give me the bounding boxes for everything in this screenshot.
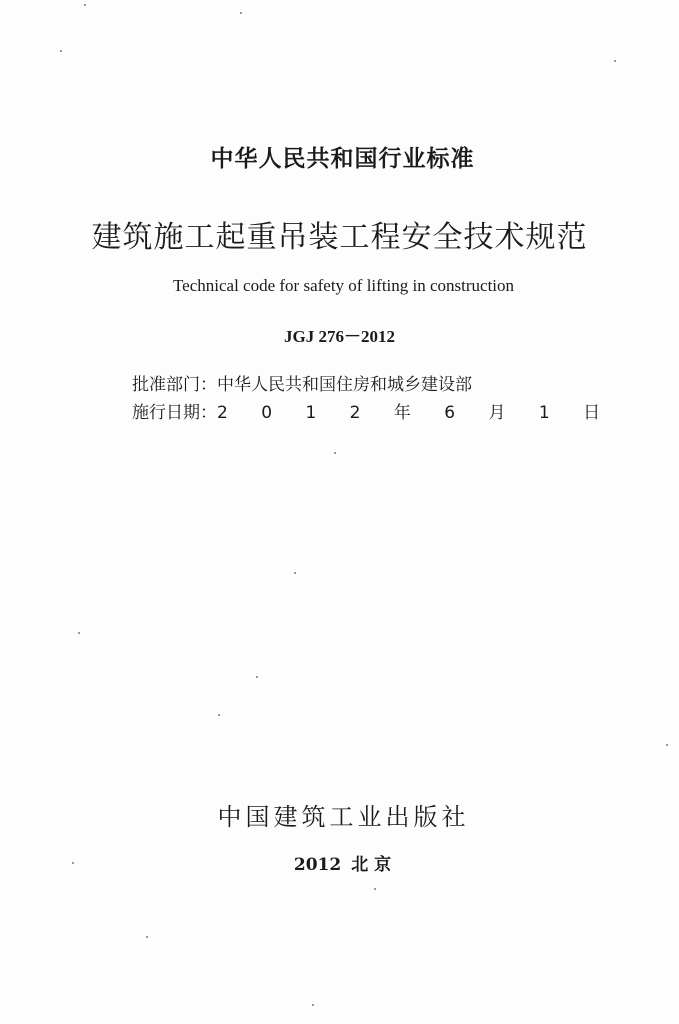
scan-speck bbox=[78, 632, 80, 634]
scan-speck bbox=[60, 50, 62, 52]
scan-speck bbox=[334, 452, 336, 454]
publication-city: 北 京 bbox=[351, 855, 392, 875]
scan-speck bbox=[312, 1004, 314, 1006]
publisher-name: 中国建筑工业出版社 bbox=[217, 803, 470, 831]
scan-speck bbox=[218, 714, 220, 716]
effective-date-row bbox=[132, 398, 614, 423]
effective-value: 2 0 1 2 年 6 月 1 日 bbox=[217, 403, 615, 423]
standard-category: 中华人民共和国行业标准 bbox=[210, 146, 475, 172]
standard-number: JGJ 276－2012 bbox=[284, 327, 395, 346]
scan-speck bbox=[84, 4, 86, 6]
scan-speck bbox=[614, 60, 616, 62]
scan-speck bbox=[256, 676, 258, 678]
approval-department-row bbox=[132, 370, 472, 395]
effective-label: 施行日期： bbox=[132, 403, 217, 423]
scan-speck bbox=[146, 936, 148, 938]
publication-year: 2012 bbox=[293, 855, 342, 875]
scan-speck bbox=[374, 888, 376, 890]
title-english: Technical code for safety of lifting in construction bbox=[172, 276, 515, 295]
publication-place bbox=[0, 850, 679, 875]
approval-label: 批准部门： bbox=[132, 375, 217, 395]
scan-speck bbox=[72, 862, 74, 864]
scan-speck bbox=[294, 572, 296, 574]
title-chinese: 建筑施工起重吊装工程安全技术规范 bbox=[91, 220, 588, 255]
scan-speck bbox=[666, 744, 668, 746]
approval-value: 中华人民共和国住房和城乡建设部 bbox=[217, 375, 472, 395]
scan-speck bbox=[240, 12, 242, 14]
